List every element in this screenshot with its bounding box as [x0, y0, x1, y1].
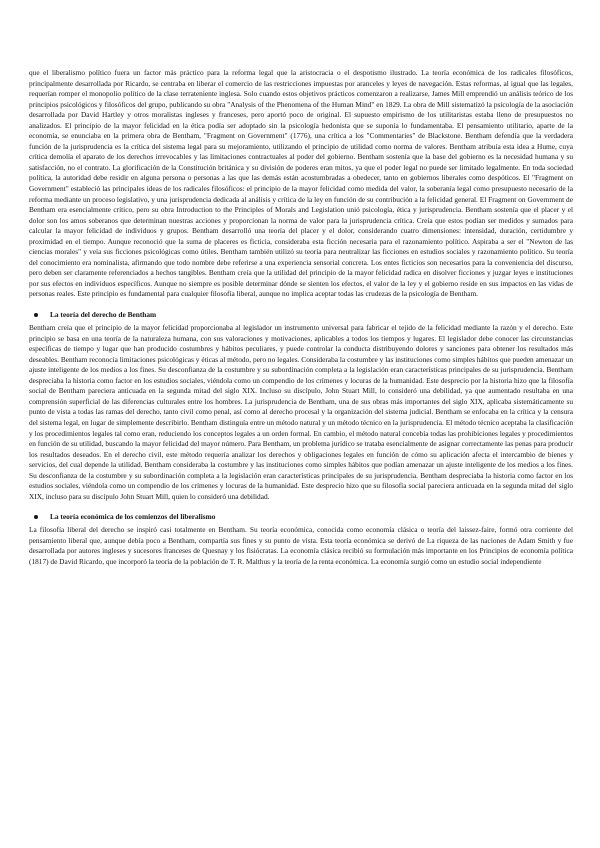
paragraph-economic-theory: La filosofía liberal del derecho se inspiró casi totalmente en Bentham. Su teoría económica, conocida como economía clásica o teoría del laissez-faire, formó otra corriente del pensamiento liberal que, aunque debía poco a Bentham, compartía sus fines y su punto de vista. Esta teoría económica se derivó de La riqueza de las naciones de Adam Smith y fue desarrollada por autores ingleses y sucesores franceses de Quesnay y los fisiócratas. La economía clásica recibió su formulación más importante en los Principios de economía política (1817) de David Ricardo, que incorporó la teoría de la población de T. R. Malthus y la teoría de la renta económica. La economía surgió como un estudio social independiente: [29, 525, 573, 566]
bullet-icon: [29, 313, 50, 317]
section-heading-text: La teoría económica de los comienzos del liberalismo: [50, 512, 216, 522]
document-page: [29, 68, 573, 568]
paragraph-bentham-law: Bentham creía que el principio de la mayor felicidad proporcionaba al legislador un instrumento universal para fabricar el tejido de la felicidad mediante la razón y el derecho. Este principio se basa en una teoría de la naturaleza humana, con sus valoraciones y motivaciones, aplicables a todos los tiempos y lugares. El legislador debe conocer las circunstancias específicas de tiempo y lugar que han producido costumbres y hábitos peculiares, y puede controlar la conducta distribuyendo dolores y sanciones para obtener los resultados más deseables. Bentham reconocía limitaciones psicológicas y éticas al método, pero no legales. Consideraba la costumbre y las instituciones como simples hábitos que pueden amenazar un ajuste inteligente de los medios a los fines. Su desconfianza de la costumbre y su subordinación completa a la legislación eran características principales de su jurisprudencia. Bentham despreciaba la historia como factor en los estudios sociales, viéndola como un compendio de los crímenes y locuras de la humanidad. Este desprecio por la historia hizo que la filosofía social de Bentham pareciera anticuada en la segunda mitad del siglo XIX. Incluso su discípulo, John Stuart Mill, lo consideró una debilidad, ya que aumentado resultaba en una comprensión superficial de las diferencias culturales entre los hombres. La jurisprudencia de Bentham, una de sus obras más importantes del siglo XIX, aplicaba sistemáticamente su punto de vista a todas las ramas del derecho, tanto civil como penal, así como al derecho procesal y la organización del sistema judicial. Bentham se enfocaba en la crítica y la censura del sistema legal, en lugar de simplemente describirlo. Bentham distinguía entre un método natural y un método técnico en la jurisprudencia. El método técnico aceptaba la clasificación y los procedimientos legales tal como eran, reduciendo los conceptos legales a un orden formal. En cambio, el método natural concebía todas las prohibiciones legales y procedimientos en función de su utilidad, buscando la mayor felicidad del mayor número. Para Bentham, un problema jurídico se trataba esencialmente de asignar correctamente las penas para producir los resultados deseados. En el derecho civil, este método requería analizar los derechos y obligaciones legales en función de cómo su aplicación afecta el intercambio de bienes y servicios, del cual depende la utilidad. Bentham consideraba la costumbre y las instituciones como simples hábitos que podían amenazar un ajuste inteligente de los medios a los fines. Su desconfianza de la costumbre y su subordinación completa a la legislación eran características principales de su jurisprudencia. Bentham despreciaba la historia como factor en los estudios sociales, viéndola como un compendio de los crímenes y locuras de la humanidad. Este desprecio hizo que su filosofía social pareciera anticuada en la segunda mitad del siglo XIX, incluso para su discípulo John Stuart Mill, quien lo consideró una debilidad.: [29, 323, 573, 501]
section-heading-economic-theory: [29, 512, 573, 522]
section-heading-bentham-law: [29, 310, 573, 320]
section-heading-text: La teoría del derecho de Bentham: [50, 310, 157, 320]
bullet-icon: [29, 515, 50, 519]
paragraph-intro: que el liberalismo político fuera un factor más práctico para la reforma legal que la aristocracia o el despotismo ilustrado. La teoría económica de los radicales filosóficos, principalmente desarrollada por Ricardo, se centraba en liberar el comercio de las restricciones impuestas por aranceles y leyes de navegación. Estas reformas, al igual que las legales, requerían romper el monopolio político de la clase terrateniente inglesa. Solo cuando estos objetivos prácticos comenzaron a realizarse, James Mill emprendió un análisis teórico de los principios psicológicos y filosóficos del grupo, publicando su obra "Analysis of the Phenomena of the Human Mind" en 1829. La obra de Mill sistematizó la psicología de la asociación desarrollada por David Hartley y otros moralistas ingleses y franceses, pero aportó poco de original. El supuesto empirismo de los utilitaristas estaba lleno de presupuestos no analizados. El principio de la mayor felicidad en la ética podía ser adoptado sin la psicología hedonista que se suponía lo fundamentaba. El pensamiento utilitario, aparte de la economía, se enunciaba en la primera obra de Bentham, "Fragment on Government" (1776), una crítica a los "Commentaries" de Blackstone. Bentham defendía que la verdadera función de la jurisprudencia es la crítica del sistema legal para su mejoramiento, utilizando el principio de utilidad como norma de valores. Bentham atribuía esta idea a Hume, cuya crítica demolía el aparato de los derechos irrevocables y las limitaciones contractuales al poder del gobierno. Bentham sostenía que la base del gobierno es la necesidad humana y su satisfacción, no el contrato. La glorificación de la Constitución británica y su división de poderes eran mitos, ya que el poder legal no puede ser limitado legalmente. En toda sociedad política, la autoridad debe residir en alguna persona o personas a las que las demás están acostumbradas a obedecer, tanto en gobiernos liberales como despóticos. El "Fragment on Government" estableció las principales ideas de los radicales filosóficos: el principio de la mayor felicidad como medida del valor, la soberanía legal como presupuesto necesario de la reforma mediante un proceso legislativo, y una jurisprudencia dedicada al análisis y crítica de la ley en función de su contribución a la felicidad general. El Fragment on Government de Bentham era esencialmente crítico, pero su obra Introduction to the Principles of Morals and Legislation unió psicología, ética y jurisprudencia. Bentham sostenía que el placer y el dolor son los amos soberanos que determinan nuestras acciones y proporcionan la norma de valor para la jurisprudencia crítica. Creía que estos podían ser medidos y sumados para calcular la mayor felicidad de individuos y grupos. Bentham desarrolló una teoría del placer y el dolor, considerando cuatro dimensiones: intensidad, duración, certidumbre y proximidad en el tiempo. Aunque reconoció que la suma de placeres es ficticia, consideraba esta ficción necesaria para el razonamiento político. Aspiraba a ser el "Newton de las ciencias morales" y veía sus ficciones psicológicas como útiles. Bentham también utilizó su teoría para neutralizar las ficciones en estudios sociales y razonamiento político. Su teoría del conocimiento era nominalista, afirmando que todo nombre debe referirse a una experiencia sensorial concreta. Los entes ficticios son necesarios para la conveniencia del discurso, pero deben ser claramente referenciados a hechos tangibles. Bentham creía que la utilidad del principio de la mayor felicidad radica en disolver ficciones y juzgar leyes e instituciones por sus efectos en individuos específicos. Aunque no siempre es posible determinar dónde se sienten los efectos, el valor de la ley y el gobierno reside en sus impactos en las vidas de personas reales. Este principio es fundamental para cualquier filosofía liberal, aunque no implica aceptar todas las crudezas de la psicología de Bentham.: [29, 68, 573, 299]
